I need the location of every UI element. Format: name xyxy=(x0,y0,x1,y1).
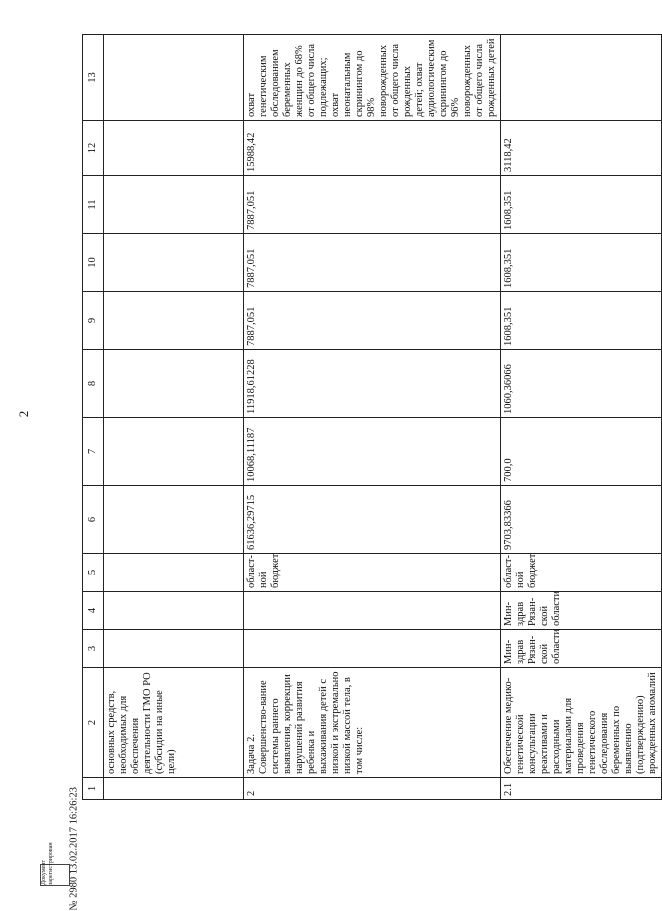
value-year-2: 11918,61228 xyxy=(244,350,501,418)
col-header-8: 8 xyxy=(83,350,104,418)
value-year-1: 10068,11187 xyxy=(244,418,501,486)
total-value: 9703,83366 xyxy=(501,486,662,554)
table-frame xyxy=(82,35,658,800)
customer xyxy=(244,592,501,630)
expected-result: охват генетическим обследованием беременных женщин до 68% от общего числа подлежащих; охват неонатальным скринингом до 98% новорожденных от общего числа рожденных детей; охват аудиологическим скринингом до 96% новорожденных от общего числа рожденных детей xyxy=(244,35,501,121)
row-number: 2.1 xyxy=(501,778,662,800)
value-year-4 xyxy=(104,234,244,292)
customer: Мин-здрав Рязан-ской области xyxy=(501,592,662,630)
total-value xyxy=(104,486,244,554)
registration-stamp xyxy=(32,690,152,911)
value-year-4: 7887,051 xyxy=(244,234,501,292)
value-year-5: 7887,051 xyxy=(244,176,501,234)
col-header-4: 4 xyxy=(83,592,104,630)
col-header-3: 3 xyxy=(83,630,104,668)
header-row xyxy=(83,35,104,800)
col-header-1: 1 xyxy=(83,778,104,800)
value-year-5: 1608,351 xyxy=(501,176,662,234)
task-description: основных средств, необходимых для обеспечения деятельности ГМО РО (субсидии на иные цели) xyxy=(104,668,244,778)
task-description: Задача 2. Совершенство-вание системы раннего выявления, коррекции нарушений развития ребенка и выхаживания детей с низкой и экстремально низкой массой тела, в том числе: xyxy=(244,668,501,778)
value-year-2 xyxy=(104,350,244,418)
col-header-9: 9 xyxy=(83,292,104,350)
value-year-6 xyxy=(104,121,244,176)
expected-result xyxy=(104,35,244,121)
value-year-1: 700,0 xyxy=(501,418,662,486)
executor: Мин-здрав Рязан-ской области xyxy=(501,630,662,668)
col-header-13: 13 xyxy=(83,35,104,121)
value-year-3: 1608,351 xyxy=(501,292,662,350)
col-header-6: 6 xyxy=(83,486,104,554)
value-year-6: 15988,42 xyxy=(244,121,501,176)
customer xyxy=(104,592,244,630)
value-year-3 xyxy=(104,292,244,350)
rotated-table-container xyxy=(82,35,658,800)
row-number: 2 xyxy=(244,778,501,800)
table-row xyxy=(501,35,662,800)
expected-result xyxy=(501,35,662,121)
task-description: Обеспечение медико-генетической консультации реактивами и расходными материалами для проведения генетического обследования беременных по выявлению (подтверждению) врожденных аномалий xyxy=(501,668,662,778)
value-year-6: 3118,42 xyxy=(501,121,662,176)
table-row xyxy=(104,35,244,800)
value-year-1 xyxy=(104,418,244,486)
col-header-10: 10 xyxy=(83,234,104,292)
registry-logo-icon: Документ зарегистрирован xyxy=(40,864,70,886)
value-year-3: 7887,051 xyxy=(244,292,501,350)
col-header-12: 12 xyxy=(83,121,104,176)
page-number: 2 xyxy=(16,410,31,418)
col-header-11: 11 xyxy=(83,176,104,234)
funding-source: област-ной бюджет xyxy=(244,554,501,592)
col-header-2: 2 xyxy=(83,668,104,778)
executor xyxy=(244,630,501,668)
value-year-2: 1060,36066 xyxy=(501,350,662,418)
col-header-5: 5 xyxy=(83,554,104,592)
value-year-4: 1608,351 xyxy=(501,234,662,292)
table-row xyxy=(244,35,501,800)
executor xyxy=(104,630,244,668)
budget-table xyxy=(82,34,662,800)
registration-number: № 2980 13.02.2017 16:26:23 xyxy=(68,787,80,911)
total-value: 61636,29715 xyxy=(244,486,501,554)
funding-source xyxy=(104,554,244,592)
funding-source: област-ной бюджет xyxy=(501,554,662,592)
col-header-7: 7 xyxy=(83,418,104,486)
value-year-5 xyxy=(104,176,244,234)
